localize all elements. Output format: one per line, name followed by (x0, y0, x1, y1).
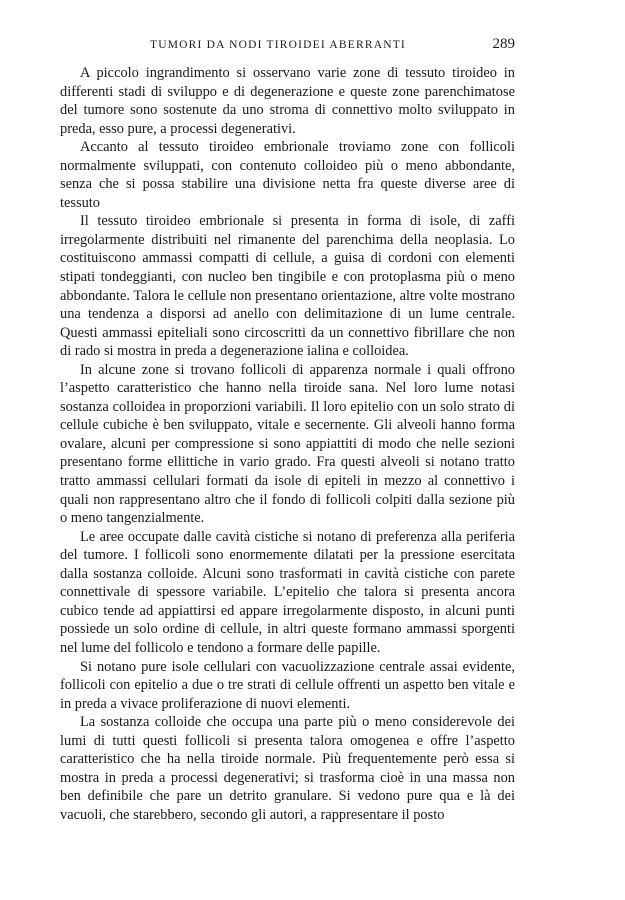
paragraph: Il tessuto tiroideo embrionale si presenta in forma di isole, di zaffi irregolarmente distribuiti nel rimanente del parenchima della neoplasia. Lo costituiscono ammassi compatti di cellule, a guisa di cordoni con elementi stipati tondeggianti, con nucleo ben tingibile e con protoplasma più o meno abbondante. Talora le cellule non presentano orientazione, altre volte mostrano una tendenza a disporsi ad anello con delimitazione di un lume centrale. Questi ammassi epiteliali sono circoscritti da un connettivo fibrillare che non di rado si mostra in preda a degenerazione ialina e colloidea. (60, 213, 515, 360)
paragraph: La sostanza colloide che occupa una parte più o meno considerevole dei lumi di tutti questi follicoli si presenta talora omogenea e offre l’aspetto caratteristico che ha nella tiroide normale. Più frequentemente però essa si mostra in preda a processi degenerativi; si trasforma cioè in una massa non ben definibile che pare un detrito granulare. Si vedono pure qua e là dei vacuoli, che starebbero, secondo gli autori, a rappresentare il posto (60, 714, 515, 823)
running-head: TUMORI DA NODI TIROIDEI ABERRANTI (150, 39, 406, 51)
paragraph: Le aree occupate dalle cavità cistiche si notano di preferenza alla periferia del tumore. I follicoli sono enormemente dilatati per la pressione esercitata dalla sostanza colloide. Alcuni sono trasformati in cavità cistiche con parete connettivale di spessore variabile. L’epitelio che talora si presenta ancora cubico tende ad appiattirsi ed appare irregolarmente disposto, in alcuni punti possiede un solo ordine di cellule, in altri queste formano ammassi sporgenti nel lume del follicolo e tendono a formare delle papille. (60, 528, 515, 656)
paragraph: Si notano pure isole cellulari con vacuolizzazione centrale assai evidente, follicoli con epitelio a due o tre strati di cellule offrenti un aspetto ben vitale e in preda a vivace proliferazione di nuovi elementi. (60, 658, 515, 712)
page-number: 289 (492, 36, 515, 52)
body-text (60, 64, 515, 824)
paragraph: A piccolo ingrandimento si osservano varie zone di tessuto tiroideo in differenti stadi di sviluppo e di degenerazione e queste zone parenchimatose del tumore sono sostenute da uno stroma di connettivo molto sviluppato in preda, esso pure, a processi degenerativi. (60, 65, 515, 137)
page-header (60, 36, 515, 58)
paragraph: In alcune zone si trovano follicoli di apparenza normale i quali offrono l’aspetto caratteristico che hanno nella tiroide sana. Nel loro lume notasi sostanza colloidea in proporzioni variabili. Il loro epitelio con un solo strato di cellule cubiche è ben sviluppato, vitale e secernente. Gli alveoli hanno forma ovalare, alcuni per compressione si sono appiattiti di modo che nelle sezioni presentano forme ellittiche in vario grado. Fra questi alveoli si notano tratto tratto ammassi cellulari formati da isole di epiteli in mezzo al connettivo i quali non rappresentano altro che il fondo di follicoli colpiti dalla sezione più o meno tangenzialmente. (60, 361, 515, 527)
paragraph: Accanto al tessuto tiroideo embrionale troviamo zone con follicoli normalmente sviluppati, con contenuto colloideo più o meno abbondante, senza che si possa stabilire una divisione netta fra queste diverse aree di tessuto (60, 139, 515, 211)
